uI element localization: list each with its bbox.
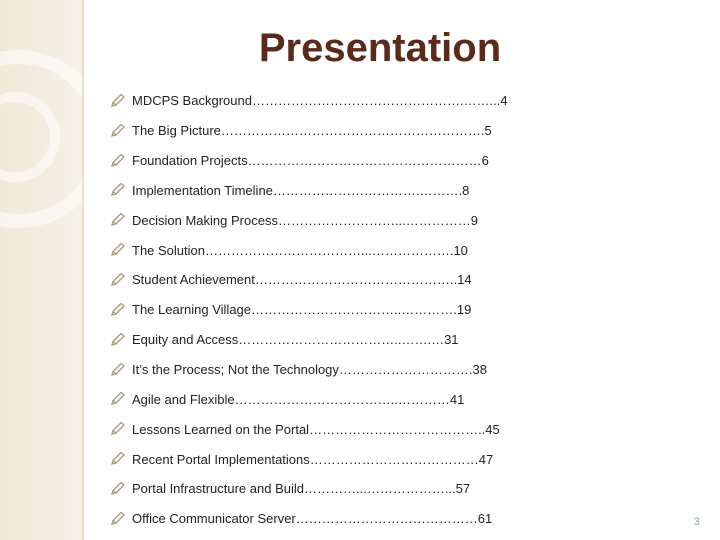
- decorative-side-band: [0, 0, 82, 540]
- toc-entry: Office Communicator Server……………………………………61: [132, 511, 493, 527]
- toc-entry: The Big Picture…………………………………………………….5: [132, 123, 492, 139]
- toc-entry: The Solution………………………………...……………….10: [132, 242, 468, 258]
- toc-entry: Implementation Timeline…………………………….……….8: [132, 182, 470, 198]
- pen-nib-bullet-icon: [110, 213, 126, 227]
- toc-entry: MDCPS Background………………………………………….……...4: [132, 93, 508, 109]
- toc-item: [110, 414, 508, 444]
- toc-entry: Foundation Projects………………………………………………6: [132, 153, 489, 169]
- pen-nib-bullet-icon: [110, 363, 126, 377]
- toc-item: [110, 235, 508, 265]
- pen-nib-bullet-icon: [110, 124, 126, 138]
- toc-item: [110, 504, 508, 534]
- table-of-contents: [110, 86, 508, 534]
- toc-item: [110, 295, 508, 325]
- toc-item: [110, 86, 508, 116]
- pen-nib-bullet-icon: [110, 422, 126, 436]
- toc-item: [110, 355, 508, 385]
- toc-entry: Decision Making Process………………………...……………9: [132, 212, 479, 228]
- toc-item: [110, 474, 508, 504]
- toc-item: [110, 325, 508, 355]
- toc-entry: Portal Infrastructure and Build…………...………………...57: [132, 481, 471, 497]
- pen-nib-bullet-icon: [110, 94, 126, 108]
- toc-entry: Equity and Access………………………………..…….…31: [132, 332, 459, 348]
- pen-nib-bullet-icon: [110, 333, 126, 347]
- page-number: 3: [693, 516, 700, 528]
- toc-entry: Agile and Flexible………………………………..…………41: [132, 391, 465, 407]
- pen-nib-bullet-icon: [110, 243, 126, 257]
- pen-nib-bullet-icon: [110, 273, 126, 287]
- toc-item: [110, 176, 508, 206]
- toc-entry: Recent Portal Implementations…………………………………47: [132, 451, 494, 467]
- pen-nib-bullet-icon: [110, 482, 126, 496]
- toc-item: [110, 265, 508, 295]
- slide-title: Presentation: [258, 26, 502, 70]
- toc-item: [110, 384, 508, 414]
- pen-nib-bullet-icon: [110, 512, 126, 526]
- toc-item: [110, 205, 508, 235]
- pen-nib-bullet-icon: [110, 392, 126, 406]
- toc-entry: Student Achievement………………………………………..14: [132, 272, 472, 288]
- pen-nib-bullet-icon: [110, 154, 126, 168]
- toc-item: [110, 146, 508, 176]
- toc-entry: Lessons Learned on the Portal…………………………………..45: [132, 421, 500, 437]
- toc-entry: It’s the Process; Not the Technology………………………….38: [132, 362, 487, 378]
- toc-item: [110, 116, 508, 146]
- pen-nib-bullet-icon: [110, 303, 126, 317]
- band-divider: [82, 0, 84, 540]
- toc-entry: The Learning Village……………………………..………….19: [132, 302, 472, 318]
- pen-nib-bullet-icon: [110, 452, 126, 466]
- toc-item: [110, 444, 508, 474]
- pen-nib-bullet-icon: [110, 183, 126, 197]
